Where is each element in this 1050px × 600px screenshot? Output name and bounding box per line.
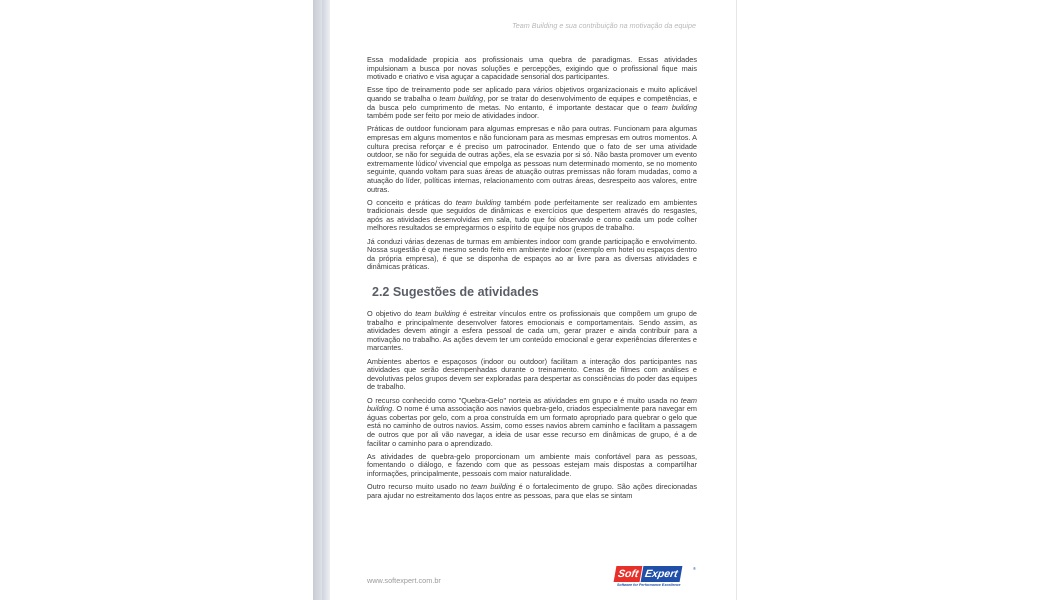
footer-url[interactable]: www.softexpert.com.br <box>367 576 441 585</box>
paragraph <box>367 86 697 120</box>
paragraph <box>367 310 697 353</box>
page-content <box>367 56 697 505</box>
paragraph <box>367 199 697 233</box>
page-edge <box>736 0 737 600</box>
italic-term: team building <box>415 309 460 319</box>
logo-tagline: Software for Performance Excellence <box>617 583 681 587</box>
italic-term: team building <box>471 482 516 492</box>
logo-soft: Soft <box>614 566 643 582</box>
logo-expert: Expert <box>641 566 683 582</box>
paragraph: Ambientes abertos e espaçosos (indoor ou outdoor) facilitam a interação dos participantes nas atividades que serão desempenhadas durante o treinamento. Cenas de filmes com análises e devolutivas pelos grupos devem ser exploradas para despertar as consciências do poder das equipes de trabalho. <box>367 356 697 392</box>
paragraph-text: também pode perfeitamente ser realizado em ambientes tradicionais desde que seguidos de dinâmicas e exercícios que despertem através do resgastes, após as atividades desenvolvidas em sala, tudo que foi observado e como cada um pode colher melhores resultados se empregarmos o espírito de equipe nos grupos de trabalho. <box>367 197 697 233</box>
italic-term: team building <box>439 93 484 103</box>
page-shadow <box>322 0 330 600</box>
paragraph: Essa modalidade propicia aos profissionais uma quebra de paradigmas. Essas atividades impulsionam a busca por novas soluções e percepções, exigindo que o profissional fique mais motivado e criativo e visa aguçar a capacidade sensorial dos participantes. <box>367 55 697 82</box>
paragraph-text: também pode ser feito por meio de atividades indoor. <box>367 111 539 121</box>
italic-term: team building <box>455 197 501 207</box>
italic-term: team building <box>367 395 697 414</box>
viewer-background <box>0 0 313 600</box>
registered-icon: ® <box>693 566 696 571</box>
paragraph-text: O recurso conhecido como "Quebra-Gelo" norteia as atividades em grupo e é muito usada no <box>367 395 681 405</box>
paragraph-text: O conceito e práticas do <box>367 197 456 207</box>
section-title: 2.2 Sugestões de atividades <box>372 285 539 300</box>
paragraph-text: O objetivo do <box>367 309 416 319</box>
paragraph: Já conduzi várias dezenas de turmas em ambientes indoor com grande participação e envolvimento. Nossa sugestão é que mesmo sendo feito em ambiente indoor (exemplo em hotel ou espaços dentro da própria empresa), é que se disponha de espaços ao ar livre para as diversas atividades e dinâmicas práticas. <box>367 236 697 272</box>
italic-term: team building <box>651 102 697 112</box>
paragraph-text: é estreitar vínculos entre os profissionais que compõem um grupo de trabalho e principalmente desenvolver fatores emocionais e comportamentais. Sendo assim, as atividades devem atingir a esfera pessoal de cada um, gerar prazer e ainda contribuir para a motivação no trabalho. As ações devem ter um conteúdo emocional e gerar experiências diferentes e marcantes. <box>367 309 697 353</box>
paragraph <box>367 483 697 500</box>
paragraphs-top <box>367 56 697 272</box>
document-page <box>330 0 736 600</box>
paragraph-text: , por se tratar do desenvolvimento de equipes e competências, e da busca pelo cumprimento de metas. No entanto, é importante destacar que o <box>367 93 698 112</box>
paragraph: As atividades de quebra-gelo proporcionam um ambiente mais confortável para as pessoas, fomentando o diálogo, e fazendo com que as pessoas estejam mais dispostas a compartilhar informações, principalmente, pessoais com maior naturalidade. <box>367 451 697 478</box>
paragraph-text: . O nome é uma associação aos navios quebra-gelo, criados especialmente para navegar em águas cobertas por gelo, com a proa construída em um formato apropriado para quebrar o gelo que está no caminho de outros navios. Assim, como esses navios abrem caminho e facilitam a passagem de outros que por ali vão navegar, a ideia de usar esse recurso em dinâmicas de grupo, é a de facilitar o caminho para o aprendizado. <box>367 404 697 448</box>
running-header: Team Building e sua contribuição na motivação da equipe <box>512 21 696 30</box>
paragraph-text: Esse tipo de treinamento pode ser aplicado para vários objetivos organizacionais e muito aplicável quando se trabalha o <box>367 85 697 103</box>
paragraph: Práticas de outdoor funcionam para algumas empresas e não para outras. Funcionam para algumas empresas em alguns momentos e não funcionam para as mesmas empresas em outros momentos. A cultura precisa reforçar e é preciso um patrocinador. Entendo que o fato de ser uma atividade outdoor, se não for seguida de outras ações, ela se esvazia por si só. Não basta promover um evento extremamente lúdico/ vivencial que empolga as pessoas num determinado momento, se no momento seguinte, quando voltam para suas áreas de atuação outras premissas não foram mudadas, como a atuação do líder, políticas internas, relacionamento com outras áreas, desrespeito aos valores, entre outras. <box>367 124 697 194</box>
paragraph-text: Outro recurso muito usado no <box>367 482 471 492</box>
paragraph-text: é o fortalecimento de grupo. São ações direcionadas para ajudar no estreitamento dos laços entre as pessoas, para que elas se sintam <box>367 482 697 500</box>
softexpert-logo <box>615 566 699 590</box>
paragraph <box>367 397 697 449</box>
viewer-gutter <box>313 0 322 600</box>
paragraphs-bottom <box>367 310 697 500</box>
